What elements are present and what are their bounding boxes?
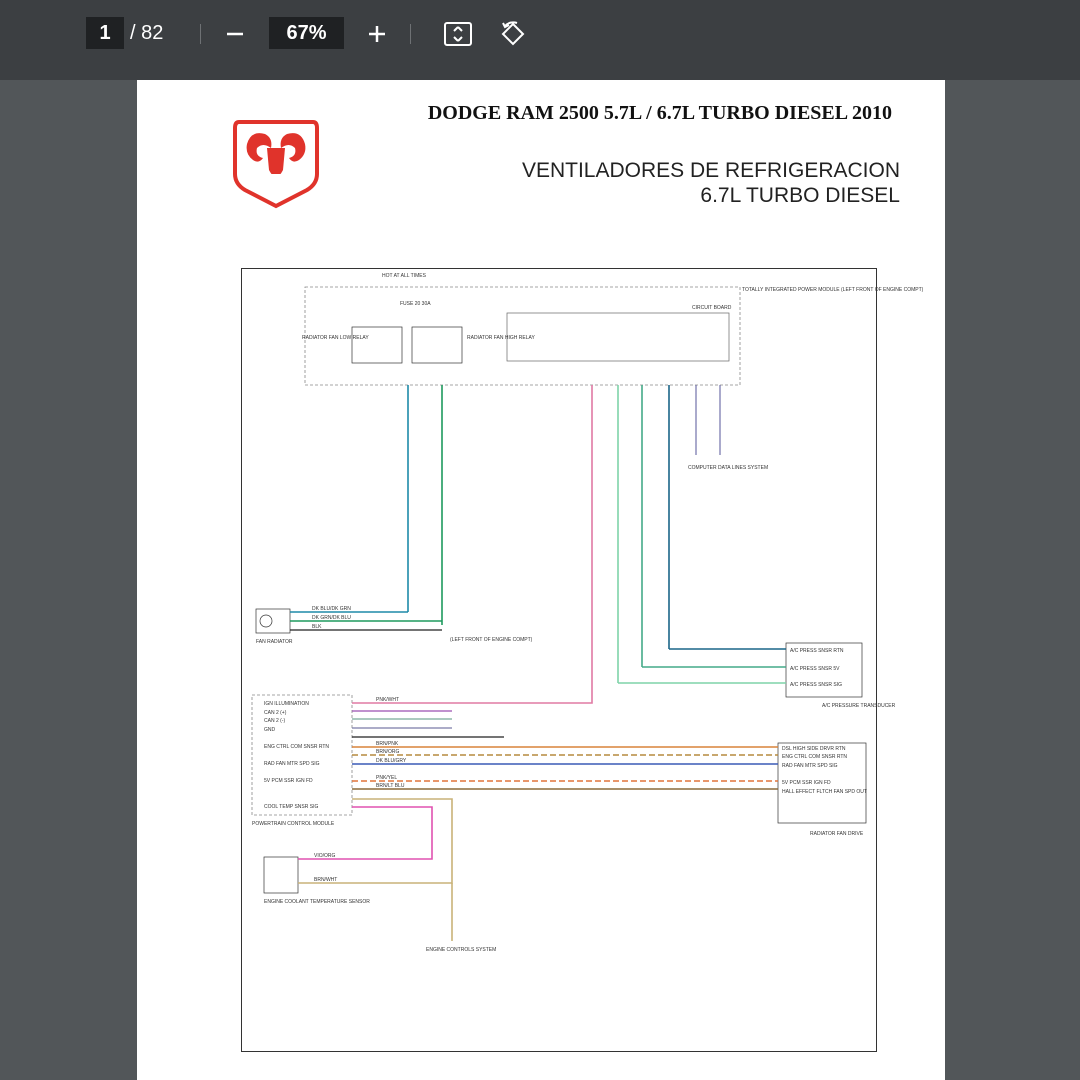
pcm-can-l-label: CAN 2 (-) xyxy=(264,718,286,724)
pcm-ctrl-rtn-label: ENG CTRL COM SNSR RTN xyxy=(264,744,330,750)
pcm-label: POWERTRAIN CONTROL MODULE xyxy=(252,821,335,827)
circuit-board-label: CIRCUIT BOARD xyxy=(692,305,732,311)
fan-motor-symbol xyxy=(260,615,272,627)
minus-icon xyxy=(225,24,245,44)
ac-sig-label: A/C PRESS SNSR SIG xyxy=(790,682,842,688)
ac-5v-label: A/C PRESS SNSR 5V xyxy=(790,666,840,672)
zoom-level-input[interactable]: 67% xyxy=(269,17,344,49)
fan-low-relay-box xyxy=(352,327,402,363)
pcm-ign-label: IGN ILLUMINATION xyxy=(264,701,309,707)
ac-rtn-label: A/C PRESS SNSR RTN xyxy=(790,648,844,654)
engine-controls-label: ENGINE CONTROLS SYSTEM xyxy=(426,947,497,953)
wire-dk-blu-gry-label: DK BLU/GRY xyxy=(376,758,407,764)
total-pages-label: / 82 xyxy=(130,22,164,44)
fan-radiator-box xyxy=(256,609,290,633)
fan-wire-3-label: BLK xyxy=(312,624,322,630)
temp-sensor-box xyxy=(264,857,298,893)
circuit-board-box xyxy=(507,313,729,361)
temp-sensor-label: ENGINE COOLANT TEMPERATURE SENSOR xyxy=(264,899,370,905)
drive-hall-label: HALL EFFECT FLTCH FAN SPD OUT xyxy=(782,789,867,795)
pcm-fan-sig-label: RAD FAN MTR SPD SIG xyxy=(264,761,320,767)
fan-wire-2-label: DK GRN/DK BLU xyxy=(312,615,351,621)
ac-pressure-label: A/C PRESSURE TRANSDUCER xyxy=(822,703,896,709)
fan-radiator-label: FAN RADIATOR xyxy=(256,639,293,645)
subtitle-line-1: VENTILADORES DE REFRIGERACION xyxy=(521,159,900,182)
current-page-input[interactable]: 1 xyxy=(86,17,124,49)
wire-brn-wht xyxy=(298,799,452,883)
drive-5v-label: 5V PCM SSR IGN FD xyxy=(782,780,831,786)
drive-spd-label: RAD FAN MTR SPD SIG xyxy=(782,763,838,769)
plus-icon xyxy=(367,24,387,44)
document-subtitle xyxy=(522,158,900,208)
computer-data-lines-label: COMPUTER DATA LINES SYSTEM xyxy=(688,465,769,471)
wire-pnk-yel-label: PNK/YEL xyxy=(376,775,398,781)
wiring-diagram xyxy=(241,268,924,1052)
fuse-label: FUSE 20 30A xyxy=(400,301,431,307)
rotate-button[interactable] xyxy=(496,17,530,51)
fit-page-button[interactable] xyxy=(441,17,475,51)
rotate-icon xyxy=(499,20,527,48)
brn-wht-label: BRN/WHT xyxy=(314,877,338,883)
wire-vio-org xyxy=(298,807,432,859)
toolbar-divider xyxy=(410,24,411,44)
fit-page-icon xyxy=(443,21,473,47)
tipm-label: TOTALLY INTEGRATED POWER MODULE (LEFT FRONT OF ENGINE COMPT) xyxy=(742,287,924,293)
pcm-gnd-label: GND xyxy=(264,727,276,733)
wire-brn-pnk-label: BRN/PNK xyxy=(376,741,399,747)
wire-brn-org-label: BRN/ORG xyxy=(376,749,400,755)
fan-wire-1-label: DK BLU/DK GRN xyxy=(312,606,351,612)
vio-org-label: VIO/ORG xyxy=(314,853,336,859)
toolbar-divider xyxy=(200,24,201,44)
pdf-page xyxy=(137,80,945,1080)
document-title: DODGE RAM 2500 5.7L / 6.7L TURBO DIESEL 2010 xyxy=(427,102,892,124)
fan-low-relay-label: RADIATOR FAN LOW RELAY xyxy=(302,335,369,341)
fan-high-relay-box xyxy=(412,327,462,363)
ram-head-logo xyxy=(233,118,319,210)
radiator-fan-drive-label: RADIATOR FAN DRIVE xyxy=(810,831,864,837)
pcm-5v-label: 5V PCM SSR IGN FD xyxy=(264,778,313,784)
pdf-toolbar xyxy=(0,0,1080,80)
zoom-out-button[interactable] xyxy=(218,17,252,51)
fan-high-relay-label: RADIATOR FAN HIGH RELAY xyxy=(467,335,535,341)
pcm-pnk-label: PNK/WHT xyxy=(376,697,400,703)
pcm-can-h-label: CAN 2 (+) xyxy=(264,710,287,716)
wiring-diagram-svg xyxy=(242,269,924,1051)
subtitle-line-2: 6.7L TURBO DIESEL xyxy=(700,184,900,207)
zoom-in-button[interactable] xyxy=(360,17,394,51)
left-front-label: (LEFT FRONT OF ENGINE COMPT) xyxy=(450,637,533,643)
hot-at-label: HOT AT ALL TIMES xyxy=(382,273,426,279)
drive-rtn-label: ENG CTRL COM SNSR RTN xyxy=(782,754,848,760)
wire-brn-lt-blu-label: BRN/LT BLU xyxy=(376,783,405,789)
drive-hi-label: DSL HIGH SIDE DRVR RTN xyxy=(782,746,846,752)
pcm-temp-sig-label: COOL TEMP SNSR SIG xyxy=(264,804,319,810)
